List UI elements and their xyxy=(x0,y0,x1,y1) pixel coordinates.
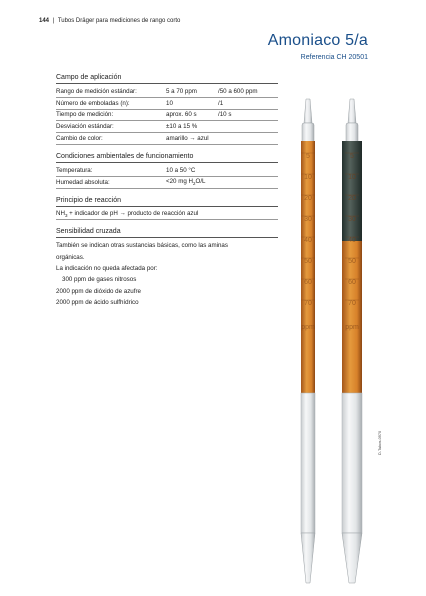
application-row xyxy=(56,86,278,98)
section-title-ambient: Condiciones ambientales de funcionamiento xyxy=(56,152,278,163)
humidity-value: <20 mg $H_2O/L$ xyxy=(166,178,206,187)
scale-label: 20 xyxy=(348,195,356,202)
scale-label: 70 xyxy=(348,300,356,307)
application-row xyxy=(56,110,278,122)
section-title-reaction: Principio de reacción xyxy=(56,196,278,207)
application-row xyxy=(56,98,278,110)
spec-content xyxy=(56,73,278,308)
application-value: 10 xyxy=(166,99,173,107)
scale-label: 60 xyxy=(304,279,312,286)
running-title: Tubos Dräger para mediciones de rango corto xyxy=(57,18,181,24)
application-value: /1 xyxy=(218,99,224,107)
application-label: Desviación estándar: xyxy=(56,123,114,131)
scale-label: 70 xyxy=(304,300,312,307)
order-number: Referencia CH 20501 xyxy=(300,54,368,61)
temperature-row xyxy=(56,165,278,177)
scale-label: 40 xyxy=(348,237,356,244)
tube-used xyxy=(342,99,362,583)
scale-label: 30 xyxy=(348,216,356,223)
application-value: /50 a 600 ppm xyxy=(218,87,258,95)
humidity-label: Humedad absoluta: xyxy=(56,178,110,186)
application-value: ±10 a 15 % xyxy=(166,123,198,131)
scale-label: 40 xyxy=(304,237,312,244)
section-title-application: Campo de aplicación xyxy=(56,73,278,84)
application-value: aprox. 60 s xyxy=(166,111,197,119)
application-label: Cambio de color: xyxy=(56,135,103,143)
application-value: 5 a 70 ppm xyxy=(166,87,197,95)
humidity-row xyxy=(56,177,278,189)
scale-label: 60 xyxy=(348,279,356,286)
application-label: Tiempo de medición: xyxy=(56,111,114,119)
reaction-text: $NH_3$ + indicador de pH → producto de reacción azul xyxy=(56,209,199,219)
header-separator: | xyxy=(52,18,55,24)
application-value: /10 s xyxy=(218,111,232,119)
application-rows xyxy=(56,86,278,145)
application-label: Número de emboladas (n): xyxy=(56,99,130,107)
scale-label: 5 xyxy=(306,153,310,160)
page-title: Amoniaco 5/a xyxy=(267,32,368,49)
temperature-value: 10 a 50 °C xyxy=(166,166,196,174)
image-credit: D-Tubos-0970 xyxy=(378,430,382,455)
reaction-row xyxy=(56,209,278,221)
running-header xyxy=(39,18,180,24)
detector-tubes-illustration xyxy=(290,95,370,595)
scale-label: ppm xyxy=(345,324,359,331)
application-row xyxy=(56,121,278,133)
application-value: amarillo → azul xyxy=(166,135,209,143)
scale-label: 50 xyxy=(304,258,312,265)
application-row xyxy=(56,133,278,145)
scale-label: 30 xyxy=(304,216,312,223)
scale-label: ppm xyxy=(301,324,315,331)
tube-unused xyxy=(301,99,315,583)
cross-sensitivity-text: También se indican otras sustancias básicas, como las aminas orgánicas. La indicación no queda afectada por: 300 ppm de gases nitrosos 2000 ppm de dióxido de azufre 2000 ppm de ácido sulfhídrico xyxy=(56,242,228,306)
scale-label: 20 xyxy=(304,195,312,202)
application-label: Rango de medición estándar: xyxy=(56,87,137,95)
scale-label: 50 xyxy=(348,258,356,265)
temperature-label: Temperatura: xyxy=(56,166,93,174)
scale-label: 10 xyxy=(348,174,356,181)
scale-label: 5 xyxy=(350,153,354,160)
scale-label: 10 xyxy=(304,174,312,181)
section-title-cross: Sensibilidad cruzada xyxy=(56,227,278,238)
page-number: 144 xyxy=(39,18,50,24)
